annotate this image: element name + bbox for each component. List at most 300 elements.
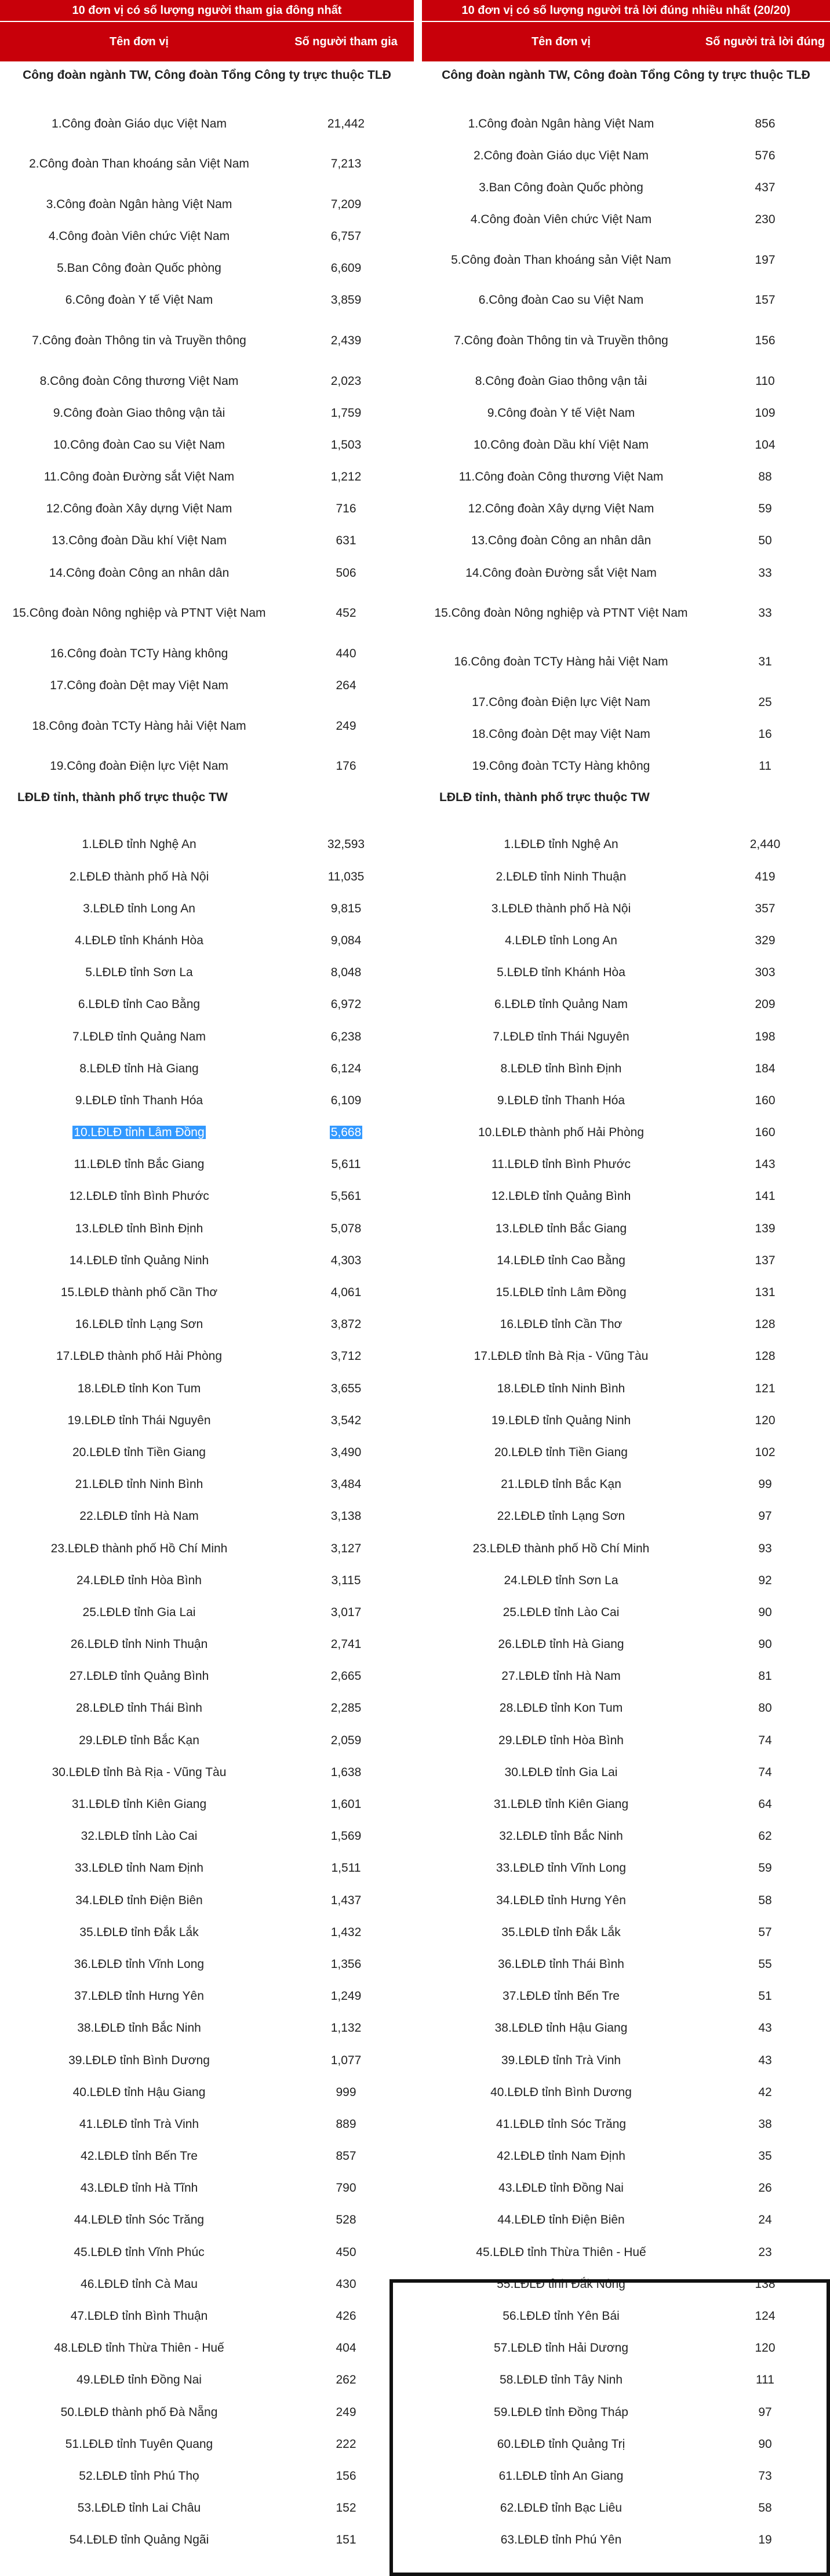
unit-name-cell: 14.Công đoàn Đường sắt Việt Nam — [465, 566, 657, 580]
unit-name-cell: 25.LĐLĐ tỉnh Lào Cai — [503, 1605, 620, 1619]
count-cell: 50 — [758, 534, 772, 548]
table-row — [422, 1916, 830, 1948]
table-row — [0, 1596, 414, 1628]
unit-name-cell: 1.Công đoàn Ngân hàng Việt Nam — [468, 117, 654, 130]
unit-name-cell: 45.LĐLĐ tỉnh Thừa Thiên - Huế — [476, 2245, 646, 2259]
count-cell: 104 — [755, 438, 776, 452]
unit-name-cell: 7.LĐLĐ tỉnh Quảng Nam — [72, 1029, 206, 1043]
count-cell: 1,569 — [330, 1829, 362, 1843]
unit-name-cell: 62.LĐLĐ tỉnh Bạc Liêu — [500, 2501, 622, 2515]
table-row — [0, 1981, 414, 2013]
count-cell: 21,442 — [327, 117, 365, 130]
unit-name-cell: 44.LĐLĐ tỉnh Sóc Trăng — [74, 2213, 205, 2227]
count-cell: 59 — [758, 502, 772, 516]
count-cell: 5,561 — [330, 1189, 362, 1203]
selected-text: 5,668 — [330, 1126, 362, 1140]
table-row — [422, 1884, 830, 1916]
table-row — [0, 525, 414, 557]
table-row — [422, 1693, 830, 1724]
count-cell: 197 — [755, 253, 776, 267]
count-cell: 6,757 — [330, 229, 362, 243]
count-cell: 93 — [758, 1541, 772, 1555]
table-row — [0, 285, 414, 316]
unit-name-cell: 43.LĐLĐ tỉnh Hà Tĩnh — [80, 2181, 198, 2195]
unit-name-cell: 9.Công đoàn Giao thông vận tải — [53, 406, 225, 420]
unit-name-cell: 28.LĐLĐ tỉnh Kon Tum — [499, 1701, 623, 1715]
count-cell: 3,017 — [330, 1605, 362, 1619]
table-row — [0, 2300, 414, 2332]
unit-name-cell: 6.LĐLĐ tỉnh Cao Bằng — [78, 998, 201, 1012]
unit-name-cell: 22.LĐLĐ tỉnh Lạng Sơn — [497, 1509, 625, 1523]
unit-name-cell: 52.LĐLĐ tỉnh Phú Thọ — [79, 2469, 199, 2483]
table-row — [0, 989, 414, 1021]
count-cell: 2,665 — [330, 1669, 362, 1683]
count-cell: 2,440 — [749, 838, 781, 852]
table-row — [0, 1884, 414, 1916]
count-cell: 3,872 — [330, 1318, 362, 1331]
unit-name-cell: 13.Công đoàn Dầu khí Việt Nam — [52, 534, 227, 548]
unit-name-cell: 40.LĐLĐ tỉnh Bình Dương — [490, 2085, 632, 2099]
table-row — [422, 2333, 830, 2364]
table-row — [422, 285, 830, 316]
unit-name-cell: 20.LĐLĐ tỉnh Tiền Giang — [494, 1445, 628, 1459]
count-cell: 430 — [336, 2277, 356, 2291]
table-row — [0, 1085, 414, 1116]
table-row — [0, 1916, 414, 1948]
unit-name-cell: 33.LĐLĐ tỉnh Vĩnh Long — [496, 1861, 627, 1875]
unit-name-cell: 19.Công đoàn Điện lực Việt Nam — [50, 759, 228, 773]
unit-name-cell: 4.Công đoàn Viên chức Việt Nam — [470, 213, 652, 227]
count-cell: 121 — [755, 1381, 776, 1395]
table-row — [0, 1245, 414, 1276]
table-row — [422, 1405, 830, 1436]
table-row — [422, 2300, 830, 2332]
unit-name-cell: 24.LĐLĐ tỉnh Hòa Bình — [77, 1573, 202, 1587]
unit-name-cell: 8.Công đoàn Công thương Việt Nam — [39, 374, 239, 388]
table-row — [422, 1341, 830, 1373]
table-row — [422, 2364, 830, 2396]
count-cell: 262 — [336, 2373, 356, 2387]
count-cell: 57 — [758, 1925, 772, 1939]
count-cell: 1,759 — [330, 406, 362, 420]
unit-name-cell: 56.LĐLĐ tỉnh Yên Bái — [503, 2309, 620, 2323]
unit-name-cell: 6.Công đoàn Y tế Việt Nam — [65, 293, 213, 307]
count-cell: 11,035 — [327, 869, 365, 883]
count-cell: 2,439 — [330, 333, 362, 347]
unit-name-cell: 25.LĐLĐ tỉnh Gia Lai — [82, 1605, 196, 1619]
count-cell: 184 — [755, 1061, 776, 1075]
count-cell: 3,859 — [330, 293, 362, 307]
unit-name-cell: 2.Công đoàn Giáo dục Việt Nam — [474, 148, 649, 162]
table-row — [0, 108, 414, 140]
unit-name-cell: 39.LĐLĐ tỉnh Bình Dương — [68, 2053, 210, 2067]
unit-name-cell: 7.Công đoàn Thông tin và Truyền thông — [454, 333, 668, 347]
table-row — [0, 1341, 414, 1373]
table-row — [0, 2141, 414, 2173]
unit-name-cell: 58.LĐLĐ tỉnh Tây Ninh — [499, 2373, 623, 2387]
table-row — [422, 1245, 830, 1276]
table-row — [422, 751, 830, 783]
unit-name-cell: 11.Công đoàn Đường sắt Việt Nam — [43, 470, 235, 484]
unit-name-cell: 59.LĐLĐ tỉnh Đồng Tháp — [494, 2405, 628, 2419]
count-cell: 6,124 — [330, 1061, 362, 1075]
count-cell: 141 — [755, 1189, 776, 1203]
count-cell: 249 — [336, 719, 356, 733]
table-row — [422, 1213, 830, 1245]
count-cell: 16 — [758, 727, 772, 741]
unit-name-cell: 35.LĐLĐ tỉnh Đắk Lắk — [501, 1925, 621, 1939]
count-cell: 506 — [336, 566, 356, 580]
count-cell: 3,484 — [330, 1478, 362, 1491]
table-row — [422, 1469, 830, 1501]
unit-name-cell: 38.LĐLĐ tỉnh Hậu Giang — [494, 2021, 628, 2035]
count-cell: 2,741 — [330, 1638, 362, 1651]
left-rows-central — [0, 108, 414, 783]
table-row — [422, 1276, 830, 1308]
left-table-panel — [0, 0, 414, 2556]
count-cell: 51 — [758, 1989, 772, 2003]
count-cell: 4,061 — [330, 1286, 362, 1300]
table-row — [422, 893, 830, 925]
count-cell: 99 — [758, 1478, 772, 1491]
table-row — [422, 140, 830, 172]
unit-name-cell: 5.LĐLĐ tỉnh Sơn La — [85, 966, 193, 980]
table-row — [422, 989, 830, 1021]
unit-name-cell: 7.Công đoàn Thông tin và Truyền thông — [32, 333, 246, 347]
table-row — [422, 1085, 830, 1116]
count-cell: 32,593 — [327, 838, 365, 852]
unit-name-cell: 15.LĐLĐ thành phố Cần Thơ — [60, 1286, 218, 1300]
table-row — [0, 1276, 414, 1308]
table-row — [422, 1948, 830, 1980]
table-row — [422, 2141, 830, 2173]
unit-name-cell: 10.LĐLĐ thành phố Hải Phòng — [478, 1126, 645, 1140]
unit-name-cell: 40.LĐLĐ tỉnh Hậu Giang — [72, 2085, 206, 2099]
unit-name-cell: 9.LĐLĐ tỉnh Thanh Hóa — [497, 1093, 625, 1107]
table-row — [422, 397, 830, 429]
table-row — [422, 861, 830, 893]
table-row — [0, 2173, 414, 2204]
count-cell: 58 — [758, 2501, 772, 2515]
unit-name-cell: 24.LĐLĐ tỉnh Sơn La — [504, 1573, 618, 1587]
count-cell: 90 — [758, 1638, 772, 1651]
unit-name-cell: 45.LĐLĐ tỉnh Vĩnh Phúc — [74, 2245, 205, 2259]
unit-name-cell: 12.LĐLĐ tỉnh Quảng Bình — [491, 1189, 631, 1203]
unit-name-cell: 11.LĐLĐ tỉnh Bình Phước — [492, 1158, 631, 1171]
unit-name-cell: 55.LĐLĐ tỉnh Đắk Nông — [497, 2277, 625, 2291]
unit-name-cell: 3.LĐLĐ tỉnh Long An — [83, 901, 195, 915]
unit-name-cell: 5.Ban Công đoàn Quốc phòng — [57, 261, 221, 275]
table-row — [0, 397, 414, 429]
unit-name-cell: 13.LĐLĐ tỉnh Bình Định — [75, 1221, 203, 1235]
count-cell: 631 — [336, 534, 356, 548]
table-row — [0, 1533, 414, 1564]
count-cell: 156 — [755, 333, 776, 347]
table-row — [422, 1053, 830, 1085]
table-row — [422, 686, 830, 718]
table-row — [0, 893, 414, 925]
count-cell: 97 — [758, 1509, 772, 1523]
table-row — [0, 1373, 414, 1405]
unit-name-cell: 3.LĐLĐ thành phố Hà Nội — [491, 901, 631, 915]
unit-name-cell: 54.LĐLĐ tỉnh Quảng Ngãi — [69, 2533, 209, 2547]
table-row — [422, 1564, 830, 1596]
unit-name-cell: 18.LĐLĐ tỉnh Ninh Bình — [497, 1381, 625, 1395]
right-table-panel — [422, 0, 830, 2556]
count-cell: 856 — [755, 117, 776, 130]
table-row — [0, 1436, 414, 1468]
table-row — [422, 557, 830, 589]
count-cell: 43 — [758, 2021, 772, 2035]
table-row — [0, 1149, 414, 1181]
unit-name-cell: 7.LĐLĐ tỉnh Thái Nguyên — [493, 1029, 629, 1043]
table-row — [0, 1501, 414, 1533]
unit-name-cell: 14.Công đoàn Công an nhân dân — [49, 566, 230, 580]
count-cell: 143 — [755, 1158, 776, 1171]
unit-name-cell: 11.Công đoàn Công thương Việt Nam — [458, 470, 664, 484]
unit-name-cell: 12.LĐLĐ tỉnh Bình Phước — [69, 1189, 209, 1203]
count-cell: 139 — [755, 1221, 776, 1235]
count-cell: 64 — [758, 1798, 772, 1811]
table-row — [422, 2524, 830, 2556]
count-cell: 2,059 — [330, 1733, 362, 1747]
table-row — [0, 557, 414, 589]
count-cell: 790 — [336, 2181, 356, 2195]
table-row — [422, 2076, 830, 2108]
left-section-provincial: LĐLĐ tỉnh, thành phố trực thuộc TW — [17, 790, 228, 804]
unit-name-cell: 21.LĐLĐ tỉnh Bắc Kạn — [501, 1478, 621, 1491]
unit-name-cell: 61.LĐLĐ tỉnh An Giang — [498, 2469, 624, 2483]
count-cell: 303 — [755, 966, 776, 980]
unit-name-cell: 10.Công đoàn Cao su Việt Nam — [53, 438, 225, 452]
table-row — [422, 108, 830, 140]
table-row — [0, 2333, 414, 2364]
table-row — [422, 2236, 830, 2268]
count-cell: 857 — [336, 2149, 356, 2163]
unit-name-cell: 1.Công đoàn Giáo dục Việt Nam — [52, 117, 227, 130]
unit-name-cell: 3.Ban Công đoàn Quốc phòng — [479, 180, 643, 194]
count-cell: 6,238 — [330, 1029, 362, 1043]
count-cell: 138 — [755, 2277, 776, 2291]
table-row — [422, 1724, 830, 1756]
count-cell: 329 — [755, 933, 776, 947]
count-cell: 157 — [755, 293, 776, 307]
table-row — [0, 2236, 414, 2268]
count-cell: 3,490 — [330, 1445, 362, 1459]
unit-name-cell: 53.LĐLĐ tỉnh Lai Châu — [77, 2501, 201, 2515]
count-cell: 1,601 — [330, 1798, 362, 1811]
unit-name-cell: 23.LĐLĐ thành phố Hồ Chí Minh — [472, 1541, 650, 1555]
table-row — [0, 1629, 414, 1661]
table-row — [422, 493, 830, 525]
count-cell: 8,048 — [330, 966, 362, 980]
unit-name-cell: 28.LĐLĐ tỉnh Thái Bình — [76, 1701, 202, 1715]
unit-name-cell: 11.LĐLĐ tỉnh Bắc Giang — [74, 1158, 205, 1171]
table-row — [422, 2013, 830, 2044]
count-cell: 6,109 — [330, 1093, 362, 1107]
count-cell: 999 — [336, 2085, 356, 2099]
count-cell: 90 — [758, 1605, 772, 1619]
count-cell: 7,213 — [330, 157, 362, 171]
count-cell: 73 — [758, 2469, 772, 2483]
count-cell: 25 — [758, 695, 772, 709]
unit-name-cell: 19.LĐLĐ tỉnh Thái Nguyên — [67, 1413, 211, 1427]
count-cell: 198 — [755, 1029, 776, 1043]
left-table-title: 10 đơn vị có số lượng người tham gia đông nhất — [0, 0, 414, 21]
unit-name-cell: 17.Công đoàn Điện lực Việt Nam — [472, 695, 650, 709]
count-cell: 88 — [758, 470, 772, 484]
table-row — [422, 1021, 830, 1053]
selected-text: 10.LĐLĐ tỉnh Lâm Đồng — [74, 1126, 205, 1140]
unit-name-cell: 26.LĐLĐ tỉnh Hà Giang — [498, 1638, 624, 1651]
table-row — [0, 2524, 414, 2556]
table-row — [0, 1948, 414, 1980]
unit-name-cell: 48.LĐLĐ tỉnh Thừa Thiên - Huế — [54, 2341, 224, 2355]
unit-name-cell: 23.LĐLĐ thành phố Hồ Chí Minh — [50, 1541, 228, 1555]
table-row — [422, 829, 830, 861]
table-row — [422, 638, 830, 686]
table-row — [0, 589, 414, 638]
count-cell: 24 — [758, 2213, 772, 2227]
unit-name-cell: 44.LĐLĐ tỉnh Điện Biên — [497, 2213, 625, 2227]
count-cell: 3,712 — [330, 1349, 362, 1363]
count-cell: 1,638 — [330, 1765, 362, 1779]
unit-name-cell: 19.LĐLĐ tỉnh Quảng Ninh — [491, 1413, 631, 1427]
unit-name-cell: 22.LĐLĐ tỉnh Hà Nam — [79, 1509, 199, 1523]
table-row — [0, 638, 414, 670]
table-row — [0, 1021, 414, 1053]
unit-name-cell: 57.LĐLĐ tỉnh Hải Dương — [493, 2341, 629, 2355]
left-col-value-header: Số người tham gia — [294, 35, 398, 48]
unit-name-cell: 29.LĐLĐ tỉnh Bắc Kạn — [79, 1733, 199, 1747]
unit-name-cell: 8.LĐLĐ tỉnh Bình Định — [500, 1061, 622, 1075]
count-cell: 1,356 — [330, 1957, 362, 1971]
unit-name-cell: 47.LĐLĐ tỉnh Bình Thuận — [70, 2309, 208, 2323]
table-row — [0, 1117, 414, 1149]
table-row — [422, 236, 830, 285]
table-row — [0, 2364, 414, 2396]
unit-name-cell: 36.LĐLĐ tỉnh Vĩnh Long — [74, 1957, 205, 1971]
table-row — [0, 829, 414, 861]
unit-name-cell: 26.LĐLĐ tỉnh Ninh Thuận — [70, 1638, 208, 1651]
count-cell: 31 — [758, 655, 772, 669]
unit-name-cell: 5.Công đoàn Than khoáng sản Việt Nam — [451, 253, 671, 267]
count-cell: 9,084 — [330, 933, 362, 947]
table-row — [0, 365, 414, 397]
table-row — [422, 1533, 830, 1564]
count-cell: 131 — [755, 1286, 776, 1300]
unit-name-cell: 46.LĐLĐ tỉnh Cà Mau — [81, 2277, 198, 2291]
table-row — [422, 589, 830, 638]
unit-name-cell: 17.LĐLĐ thành phố Hải Phòng — [56, 1349, 223, 1363]
count-cell: 137 — [755, 1253, 776, 1267]
count-cell: 33 — [758, 606, 772, 620]
count-cell: 450 — [336, 2245, 356, 2259]
unit-name-cell: 2.LĐLĐ tỉnh Ninh Thuận — [496, 869, 627, 883]
count-cell: 2,285 — [330, 1701, 362, 1715]
unit-name-cell: 51.LĐLĐ tỉnh Tuyên Quang — [65, 2437, 213, 2451]
table-row — [0, 925, 414, 956]
count-cell: 3,115 — [331, 1573, 361, 1587]
count-cell: 3,127 — [330, 1541, 362, 1555]
count-cell: 19 — [758, 2533, 772, 2547]
left-section-central-unions: Công đoàn ngành TW, Công đoàn Tổng Công ty trực thuộc TLĐ — [23, 68, 391, 82]
unit-name-cell: 9.Công đoàn Y tế Việt Nam — [487, 406, 635, 420]
count-cell: 35 — [758, 2149, 772, 2163]
count-cell: 1,511 — [331, 1861, 361, 1875]
count-cell: 264 — [336, 679, 356, 693]
count-cell: 160 — [755, 1126, 776, 1140]
count-cell: 43 — [758, 2053, 772, 2067]
unit-name-cell: 32.LĐLĐ tỉnh Lào Cai — [81, 1829, 198, 1843]
table-row — [422, 1756, 830, 1788]
table-row — [0, 1821, 414, 1853]
unit-name-cell: 15.Công đoàn Nông nghiệp và PTNT Việt Nam — [12, 606, 266, 620]
table-row — [0, 2268, 414, 2300]
unit-name-cell: 4.LĐLĐ tỉnh Long An — [505, 933, 617, 947]
count-cell: 151 — [336, 2533, 356, 2547]
unit-name-cell: 37.LĐLĐ tỉnh Hưng Yên — [74, 1989, 204, 2003]
count-cell: 437 — [755, 180, 776, 194]
unit-name-cell: 2.Công đoàn Than khoáng sản Việt Nam — [29, 157, 249, 171]
count-cell: 2,023 — [330, 374, 362, 388]
unit-name-cell: 18.Công đoàn Dệt may Việt Nam — [472, 727, 650, 741]
count-cell: 81 — [758, 1669, 772, 1683]
count-cell: 426 — [336, 2309, 356, 2323]
unit-name-cell: 16.LĐLĐ tỉnh Lạng Sơn — [75, 1318, 203, 1331]
count-cell: 111 — [756, 2373, 774, 2387]
unit-name-cell: 21.LĐLĐ tỉnh Ninh Bình — [75, 1478, 203, 1491]
unit-name-cell: 14.LĐLĐ tỉnh Cao Bằng — [497, 1253, 625, 1267]
right-table-title: 10 đơn vị có số lượng người trả lời đúng nhiều nhất (20/20) — [422, 0, 830, 21]
count-cell: 62 — [758, 1829, 772, 1843]
table-row — [0, 1405, 414, 1436]
count-cell: 156 — [336, 2469, 356, 2483]
unit-name-cell: 36.LĐLĐ tỉnh Thái Bình — [498, 1957, 624, 1971]
unit-name-cell: 31.LĐLĐ tỉnh Kiên Giang — [71, 1798, 207, 1811]
table-row — [422, 316, 830, 365]
table-row — [0, 1564, 414, 1596]
count-cell: 6,609 — [330, 261, 362, 275]
table-row — [0, 2013, 414, 2044]
table-row — [422, 1373, 830, 1405]
table-row — [422, 172, 830, 203]
count-cell: 6,972 — [330, 998, 362, 1012]
table-row — [0, 316, 414, 365]
count-cell: 59 — [758, 1861, 772, 1875]
unit-name-cell: 3.Công đoàn Ngân hàng Việt Nam — [46, 197, 232, 211]
count-cell: 1,132 — [330, 2021, 362, 2035]
table-row — [422, 1821, 830, 1853]
unit-name-cell: 4.Công đoàn Viên chức Việt Nam — [48, 229, 230, 243]
count-cell: 222 — [336, 2437, 356, 2451]
count-cell: 124 — [755, 2309, 776, 2323]
unit-name-cell: 35.LĐLĐ tỉnh Đắk Lắk — [79, 1925, 199, 1939]
unit-name-cell: 17.LĐLĐ tỉnh Bà Rịa - Vũng Tàu — [474, 1349, 649, 1363]
table-row — [422, 1629, 830, 1661]
right-col-value-header: Số người trả lời đúng — [705, 35, 825, 48]
table-row — [0, 429, 414, 461]
unit-name-cell: 9.LĐLĐ tỉnh Thanh Hóa — [75, 1093, 203, 1107]
unit-name-cell: 30.LĐLĐ tỉnh Bà Rịa - Vũng Tàu — [52, 1765, 227, 1779]
table-row — [422, 1853, 830, 1884]
count-cell: 4,303 — [330, 1253, 362, 1267]
table-row — [422, 365, 830, 397]
unit-name-cell: 27.LĐLĐ tỉnh Quảng Bình — [69, 1669, 209, 1683]
count-cell: 1,503 — [330, 438, 362, 452]
table-row — [0, 188, 414, 220]
count-cell: 889 — [336, 2117, 356, 2131]
